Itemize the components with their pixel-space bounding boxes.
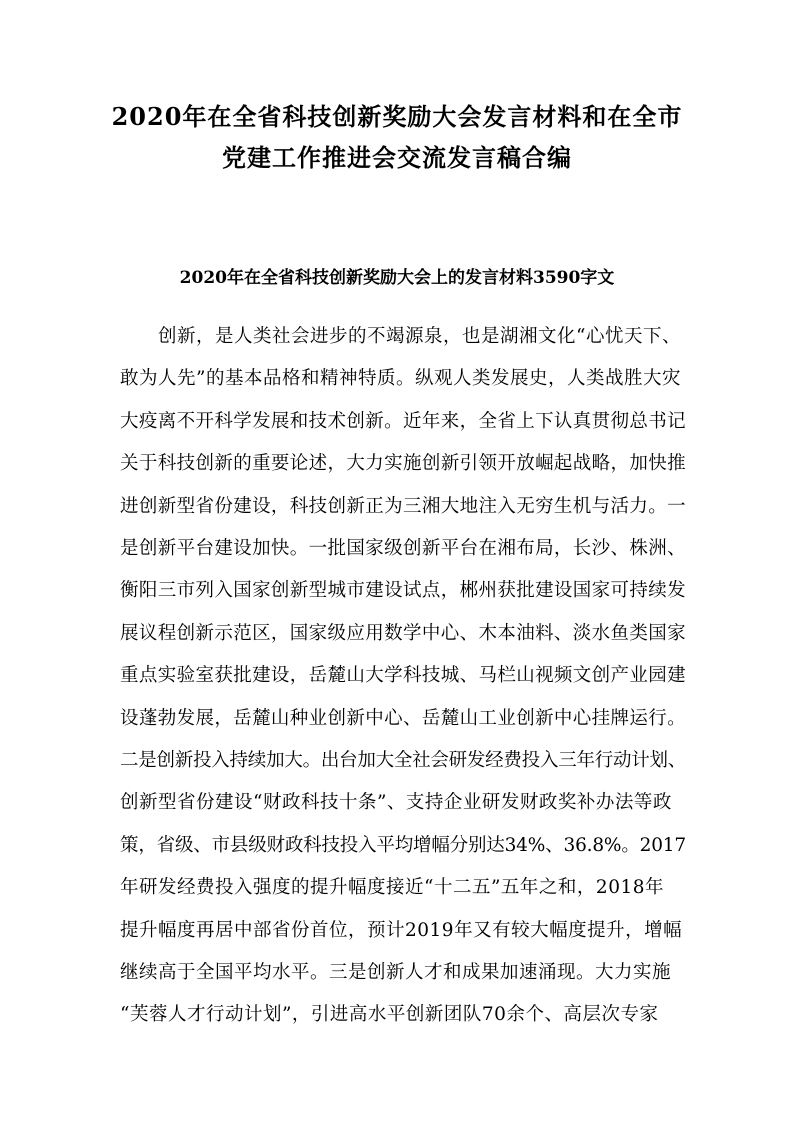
body-line: 年研发经费投入强度的提升幅度接近“十二五”五年之和，2018年 xyxy=(120,877,664,898)
section-subtitle: 2020年在全省科技创新奖励大会上的发言材料3590字文 xyxy=(179,268,615,288)
body-line: 是创新平台建设加快。一批国家级创新平台在湘布局，长沙、株洲、 xyxy=(120,538,687,559)
body-line: 设蓬勃发展，岳麓山种业创新中心、岳麓山工业创新中心挂牌运行。 xyxy=(120,708,687,729)
body-line: 创新，是人类社会进步的不竭源泉，也是湖湘文化“心忧天下、 xyxy=(158,326,681,347)
body-line: “芙蓉人才行动计划”，引进高水平创新团队70余个、高层次专家 xyxy=(120,1004,659,1025)
document-title-line-1: 2020年在全省科技创新奖励大会发言材料和在全市 xyxy=(111,102,683,131)
body-line: 关于科技创新的重要论述，大力实施创新引领开放崛起战略，加快推 xyxy=(120,453,687,474)
document-title-line-2: 党建工作推进会交流发言稿合编 xyxy=(222,143,572,172)
body-line: 提升幅度再居中部省份首位，预计2019年又有较大幅度提升，增幅 xyxy=(120,920,683,941)
body-line: 二是创新投入持续加大。出台加大全社会研发经费投入三年行动计划、 xyxy=(120,750,687,771)
body-line: 策，省级、市县级财政科技投入平均增幅分别达34%、36.8%。2017 xyxy=(120,835,686,856)
body-line: 展议程创新示范区，国家级应用数学中心、木本油料、淡水鱼类国家 xyxy=(120,623,687,644)
body-line: 重点实验室获批建设，岳麓山大学科技城、马栏山视频文创产业园建 xyxy=(120,665,687,686)
body-line: 敢为人先”的基本品格和精神特质。纵观人类发展史，人类战胜大灾 xyxy=(120,368,681,389)
body-line: 大疫离不开科学发展和技术创新。近年来，全省上下认真贯彻总书记 xyxy=(120,411,687,432)
body-line: 创新型省份建设“财政科技十条”、支持企业研发财政奖补办法等政 xyxy=(120,792,672,813)
body-line: 进创新型省份建设，科技创新正为三湘大地注入无穷生机与活力。一 xyxy=(120,496,687,517)
body-line: 继续高于全国平均水平。三是创新人才和成果加速涌现。大力实施 xyxy=(120,962,672,983)
body-line: 衡阳三市列入国家创新型城市建设试点，郴州获批建设国家可持续发 xyxy=(120,580,687,601)
